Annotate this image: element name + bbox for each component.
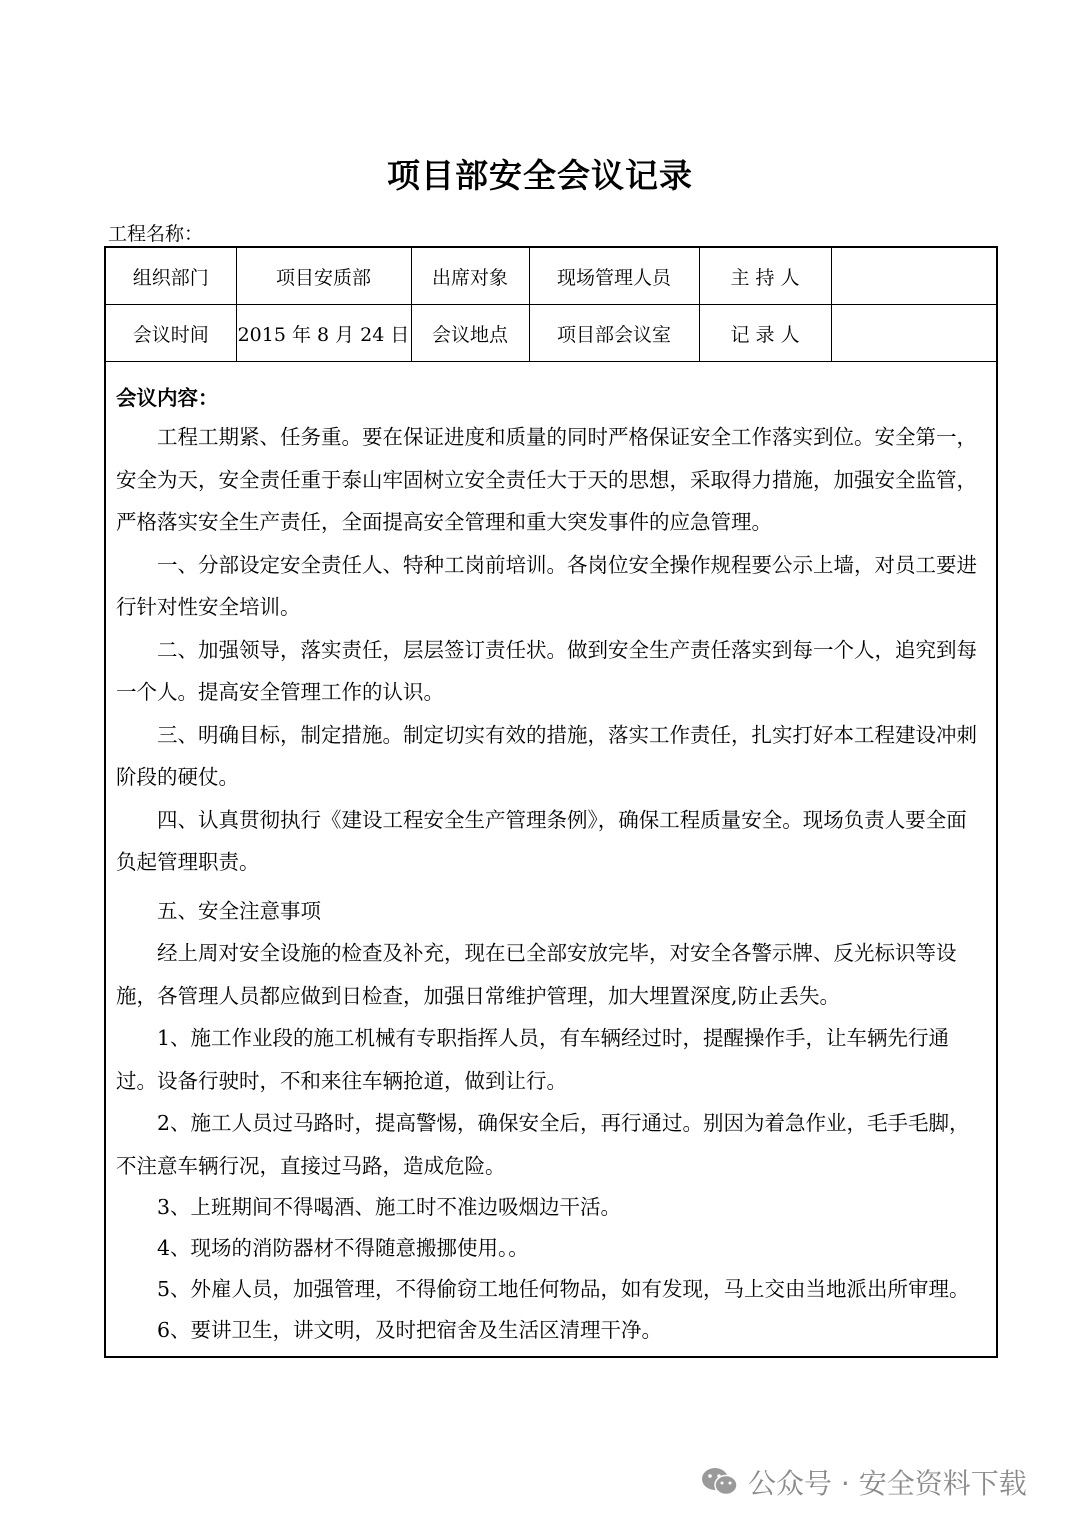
place-value: 项目部会议室	[529, 305, 699, 362]
project-name-label: 工程名称：	[108, 223, 204, 245]
page-title: 项目部安全会议记录	[387, 156, 693, 195]
content-paragraph: 4、现场的消防器材不得随意搬挪使用。。	[157, 1236, 529, 1260]
attendees-label: 出席对象	[411, 248, 529, 305]
content-paragraph: 三、明确目标，制定措施。制定切实有效的措施，落实工作责任，扎实打好本工程建设冲刺阶段的硬仗。	[116, 722, 977, 789]
meeting-record-sheet	[104, 246, 998, 1358]
time-label: 会议时间	[106, 305, 236, 362]
content-paragraph: 一、分部设定安全责任人、特种工岗前培训。各岗位安全操作规程要公示上墙，对员工要进行针对性安全培训。	[116, 552, 977, 619]
content-heading: 会议内容：	[116, 386, 219, 410]
time-value: 2015 年 8 月 24 日	[236, 305, 411, 362]
content-paragraph: 四、认真贯彻执行《建设工程安全生产管理条例》，确保工程质量安全。现场负责人要全面负起管理职责。	[116, 807, 967, 874]
watermark-text: 公众号 · 安全资料下载	[748, 1467, 1027, 1500]
content-paragraph: 工程工期紧、任务重。要在保证进度和质量的同时严格保证安全工作落实到位。安全第一，安全为天，安全责任重于泰山牢固树立安全责任大于天的思想，采取得力措施，加强安全监管，严格落实安全生产责任，全面提高安全管理和重大突发事件的应急管理。	[116, 425, 977, 534]
wechat-icon	[700, 1466, 740, 1498]
dept-label: 组织部门	[106, 248, 236, 305]
watermark	[700, 1462, 1027, 1502]
content-paragraph: 5、外雇人员，加强管理，不得偷窃工地任何物品，如有发现，马上交由当地派出所审理。	[157, 1277, 970, 1301]
info-row-1	[106, 248, 996, 305]
host-label: 主 持 人	[699, 248, 831, 305]
content-paragraph: 二、加强领导，落实责任，层层签订责任状。做到安全生产责任落实到每一个人，追究到每一个人。提高安全管理工作的认识。	[116, 637, 977, 704]
recorder-label: 记 录 人	[699, 305, 831, 362]
info-row-2	[106, 305, 996, 362]
content-paragraph: 3、上班期间不得喝酒、施工时不准边吸烟边干活。	[157, 1195, 622, 1219]
host-value	[831, 248, 996, 305]
recorder-value	[831, 305, 996, 362]
attendees-value: 现场管理人员	[529, 248, 699, 305]
dept-value: 项目安质部	[236, 248, 411, 305]
content-paragraph: 2、施工人员过马路时，提高警惕，确保安全后，再行通过。别因为着急作业，毛手毛脚，不注意车辆行况，直接过马路，造成危险。	[116, 1111, 970, 1178]
content-paragraph: 6、要讲卫生，讲文明，及时把宿舍及生活区清理干净。	[157, 1318, 663, 1342]
content-paragraph: 经上周对安全设施的检查及补充，现在已全部安放完毕，对安全各警示牌、反光标识等设施，各管理人员都应做到日检查，加强日常维护管理，加大埋置深度,防止丢失。	[116, 941, 957, 1008]
meeting-content	[106, 362, 996, 1351]
content-paragraph: 五、安全注意事项	[157, 898, 321, 923]
place-label: 会议地点	[411, 305, 529, 362]
content-paragraph: 1、施工作业段的施工机械有专职指挥人员，有车辆经过时，提醒操作手，让车辆先行通过。设备行驶时，不和来往车辆抢道，做到让行。	[116, 1026, 950, 1093]
info-table	[106, 248, 996, 362]
